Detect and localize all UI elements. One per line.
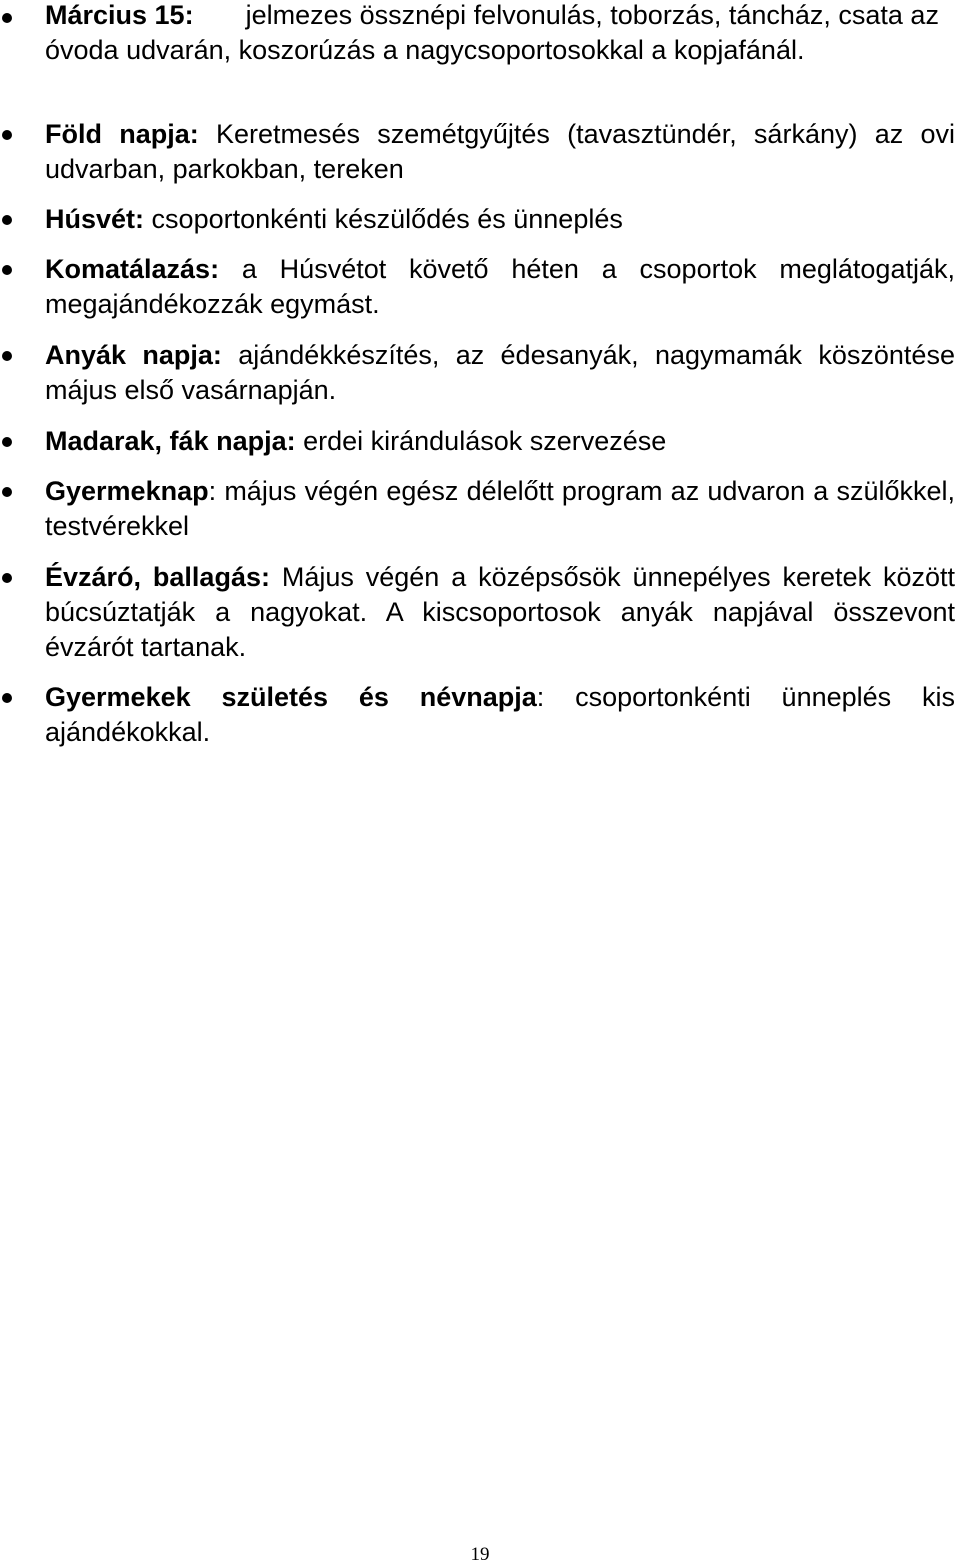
event-description: a Húsvétot követő héten a csoportok meglátogatják, megajándékozzák egymást. bbox=[45, 254, 955, 319]
bullet-icon bbox=[2, 487, 12, 497]
bullet-icon bbox=[2, 437, 12, 447]
bullet-icon bbox=[2, 265, 12, 275]
bullet-icon bbox=[2, 215, 12, 225]
list-item-text bbox=[45, 474, 955, 544]
list-item-text bbox=[45, 0, 955, 68]
event-term: Anyák napja: bbox=[45, 340, 222, 370]
bullet-icon bbox=[2, 13, 12, 23]
list-item-text bbox=[45, 338, 955, 408]
list-item-text bbox=[45, 252, 955, 322]
event-term: Gyermekek születés és névnapja bbox=[45, 682, 537, 712]
list-item-text bbox=[45, 560, 955, 665]
event-description: : május végén egész délelőtt program az udvaron a szülőkkel, testvérekkel bbox=[45, 476, 955, 541]
event-description: : csoportonkénti ünneplés kis ajándékokkal. bbox=[45, 682, 955, 747]
bullet-icon bbox=[2, 573, 12, 583]
list-item-text bbox=[45, 680, 955, 750]
event-description: erdei kirándulások szervezése bbox=[303, 426, 667, 456]
event-description: Május végén a középsősök ünnepélyes keretek között búcsúztatják a nagyokat. A kiscsoportosok anyák napjával összevont évzárót tartanak. bbox=[45, 562, 955, 662]
bullet-icon bbox=[2, 130, 12, 140]
event-term: Madarak, fák napja: bbox=[45, 426, 296, 456]
event-term: Húsvét: bbox=[45, 204, 145, 234]
page-number: 19 bbox=[470, 1544, 490, 1565]
event-term: Komatálazás: bbox=[45, 254, 220, 284]
bullet-icon bbox=[2, 693, 12, 703]
bullet-icon bbox=[2, 351, 12, 361]
event-term: Gyermeknap bbox=[45, 476, 209, 506]
event-term: Március 15: bbox=[45, 0, 194, 30]
event-term: Föld napja: bbox=[45, 119, 199, 149]
event-term: Évzáró, ballagás: bbox=[45, 562, 270, 592]
event-description: Keretmesés szemétgyűjtés (tavasztündér, sárkány) az ovi udvarban, parkokban, tereken bbox=[45, 119, 955, 184]
event-description: jelmezes össznépi felvonulás, toborzás, táncház, csata az óvoda udvarán, koszorúzás a nagycsoportosokkal a kopjafánál. bbox=[45, 0, 939, 65]
list-item-text bbox=[45, 202, 955, 237]
list-item-text bbox=[45, 117, 955, 187]
event-description: csoportonkénti készülődés és ünneplés bbox=[151, 204, 623, 234]
event-description: ajándékkészítés, az édesanyák, nagymamák köszöntése május első vasárnapján. bbox=[45, 340, 955, 405]
list-item-text bbox=[45, 424, 955, 459]
